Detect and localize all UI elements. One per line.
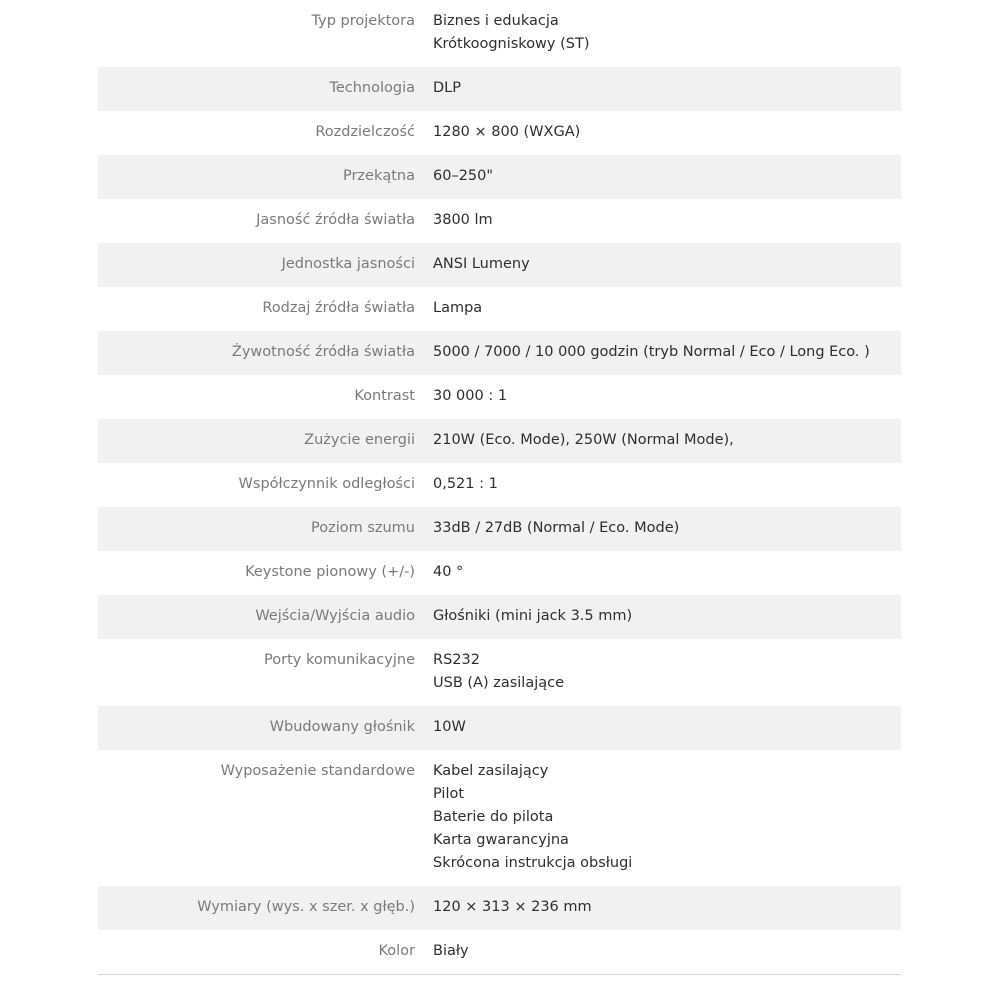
spec-value: RS232: [433, 652, 480, 668]
spec-value: 5000 / 7000 / 10 000 godzin (tryb Normal / Eco / Long Eco. ): [433, 344, 870, 360]
spec-label: Typ projektora: [311, 13, 415, 29]
spec-label: Wbudowany głośnik: [269, 719, 415, 735]
spec-values: [433, 77, 461, 100]
spec-value: DLP: [433, 80, 461, 96]
spec-label: Jednostka jasności: [281, 256, 415, 272]
spec-values: [433, 649, 564, 695]
spec-values: [433, 940, 469, 963]
spec-value: 0,521 : 1: [433, 476, 498, 492]
spec-row: [98, 706, 901, 750]
spec-values: [433, 297, 482, 320]
spec-value: Pilot: [433, 786, 465, 802]
spec-values: [433, 121, 580, 144]
spec-row: [98, 419, 901, 463]
spec-label: Technologia: [329, 80, 415, 96]
spec-row: [98, 750, 901, 886]
spec-row: [98, 67, 901, 111]
spec-label: Rozdzielczość: [315, 124, 415, 140]
spec-label: Zużycie energii: [304, 432, 415, 448]
spec-label: Wejścia/Wyjścia audio: [255, 608, 415, 624]
spec-value: 40 °: [433, 564, 464, 580]
spec-value: 60–250": [433, 168, 494, 184]
spec-table: [98, 0, 901, 975]
spec-value: Głośniki (mini jack 3.5 mm): [433, 608, 633, 624]
spec-label: Porty komunikacyjne: [264, 652, 415, 668]
spec-value: Kabel zasilający: [433, 763, 549, 779]
spec-values: [433, 716, 466, 739]
spec-values: [433, 341, 870, 364]
spec-row: [98, 639, 901, 706]
spec-value: Biały: [433, 943, 469, 959]
spec-row: [98, 551, 901, 595]
spec-label: Wyposażenie standardowe: [220, 763, 415, 779]
spec-value: USB (A) zasilające: [433, 675, 565, 691]
spec-values: [433, 517, 679, 540]
spec-row: [98, 111, 901, 155]
spec-value: ANSI Lumeny: [433, 256, 530, 272]
spec-row: [98, 595, 901, 639]
spec-value: Krótkoogniskowy (ST): [433, 36, 590, 52]
spec-label: Przekątna: [342, 168, 415, 184]
spec-values: [433, 429, 734, 452]
spec-label: Rodzaj źródła światła: [262, 300, 415, 316]
spec-row: [98, 375, 901, 419]
spec-values: [433, 10, 589, 56]
spec-value: 120 × 313 × 236 mm: [433, 899, 592, 915]
spec-row: [98, 0, 901, 67]
spec-row: [98, 155, 901, 199]
spec-value: 30 000 : 1: [433, 388, 508, 404]
spec-value: 1280 × 800 (WXGA): [433, 124, 581, 140]
spec-label: Wymiary (wys. x szer. x głęb.): [197, 899, 415, 915]
spec-row: [98, 243, 901, 287]
spec-label: Żywotność źródła światła: [231, 344, 415, 360]
spec-value: Biznes i edukacja: [433, 13, 559, 29]
spec-values: [433, 896, 592, 919]
spec-value: 10W: [433, 719, 466, 735]
spec-label: Poziom szumu: [310, 520, 415, 536]
spec-row: [98, 287, 901, 331]
spec-value: Karta gwarancyjna: [433, 832, 569, 848]
spec-row: [98, 463, 901, 507]
spec-label: Kolor: [378, 943, 415, 959]
spec-value: Baterie do pilota: [433, 809, 554, 825]
spec-values: [433, 253, 530, 276]
spec-label: Współczynnik odległości: [238, 476, 415, 492]
spec-row: [98, 199, 901, 243]
spec-values: [433, 385, 507, 408]
spec-row: [98, 930, 901, 975]
spec-value: Lampa: [433, 300, 483, 316]
spec-value: 210W (Eco. Mode), 250W (Normal Mode),: [433, 432, 734, 448]
spec-values: [433, 165, 493, 188]
spec-values: [433, 209, 493, 232]
spec-values: [433, 473, 498, 496]
spec-value: 3800 lm: [433, 212, 493, 228]
spec-row: [98, 507, 901, 551]
spec-values: [433, 760, 632, 875]
spec-values: [433, 605, 632, 628]
spec-label: Jasność źródła światła: [256, 212, 415, 228]
spec-row: [98, 331, 901, 375]
spec-value: 33dB / 27dB (Normal / Eco. Mode): [433, 520, 680, 536]
spec-values: [433, 561, 463, 584]
spec-label: Keystone pionowy (+/-): [245, 564, 415, 580]
spec-label: Kontrast: [354, 388, 415, 404]
spec-value: Skrócona instrukcja obsługi: [433, 855, 633, 871]
spec-row: [98, 886, 901, 930]
